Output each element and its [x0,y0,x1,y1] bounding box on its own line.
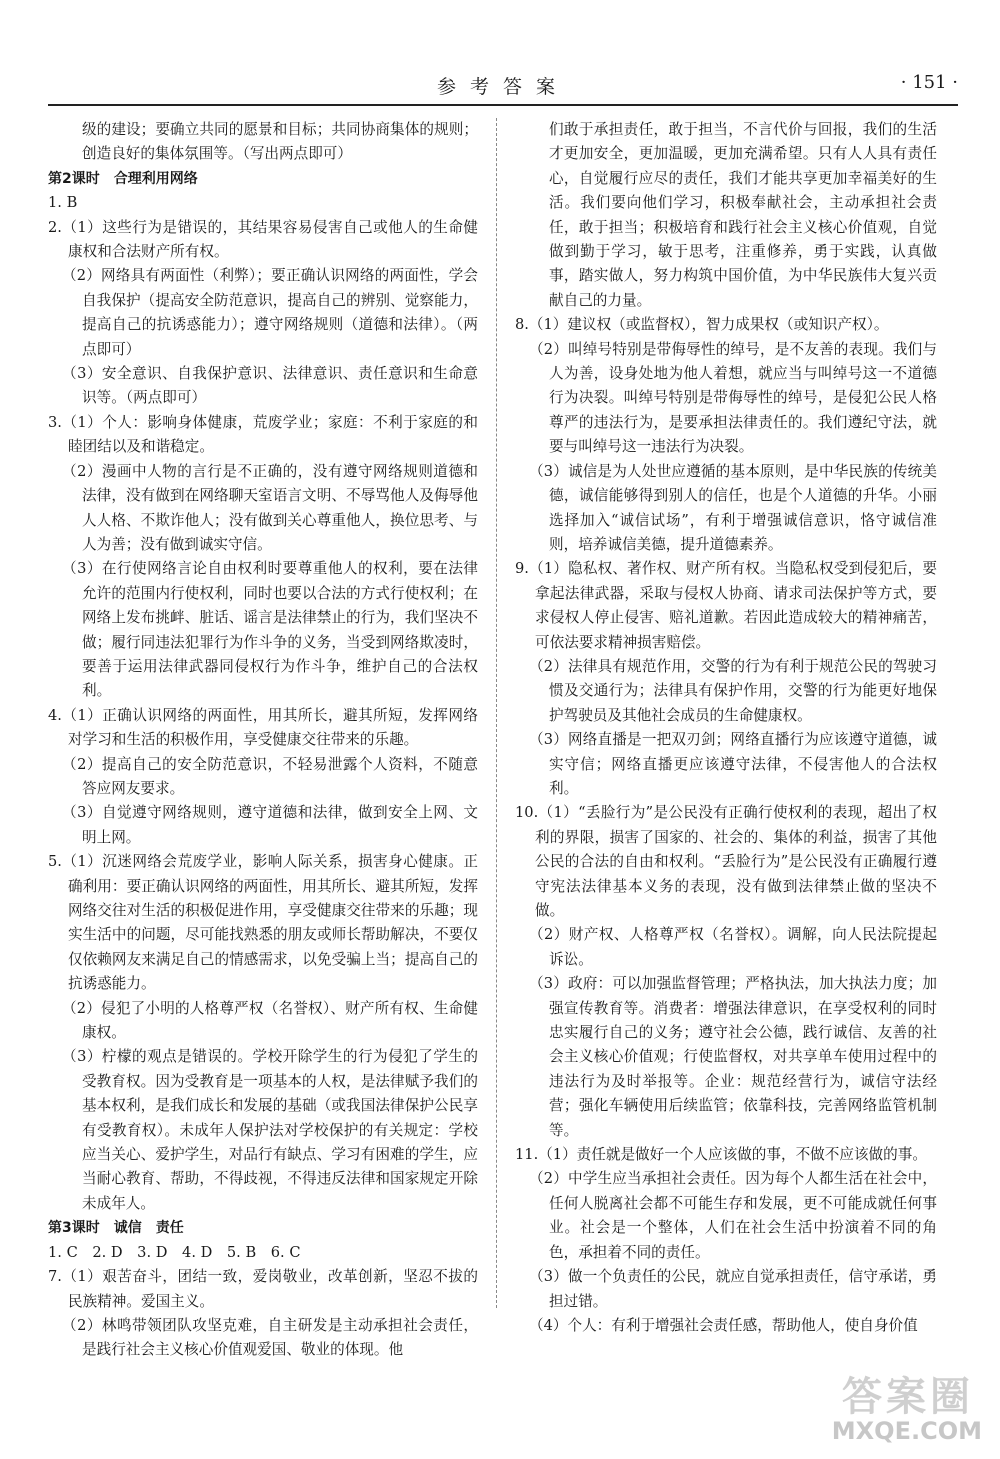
answer-paragraph: （3）网络直播是一把双刃剑；网络直播行为应该遵守道德，诚实守信；网络直播更应该遵守法律，不侵害他人的合法权利。 [529,731,937,797]
answer-paragraph: 4.（1）正确认识网络的两面性，用其所长，避其所短，发挥网络对学习和生活的积极作用，享受健康交往带来的乐趣。 [48,706,478,749]
answer-paragraph: （3）政府：可以加强监督管理；严格执法，加大执法力度；加强宣传教育等。消费者：增强法律意识，在享受权利的同时忠实履行自己的义务；遵守社会公德，践行诚信、友善的社会主义核心价值观；行使监督权，对共享单车使用过程中的违法行为及时举报等。企业：规范经营行为，诚信守法经营；强化车辆使用后续监管；依靠科技，完善网络监管机制等。 [529,975,937,1139]
header-rule [48,104,958,106]
answer-paragraph: （3）安全意识、自我保护意识、法律意识、责任意识和生命意识等。（两点即可） [62,365,478,407]
watermark-logo-text: 答案圈 [842,1374,974,1420]
watermark-logo [752,1365,992,1445]
answer-paragraph: （3）在行使网络言论自由权利时要尊重他人的权利，要在法律允许的范围内行使权利，同时也要以合法的方式行使权利；在网络上发布挑衅、脏话、谣言是法律禁止的行为，我们坚决不做；履行同违法犯罪行为作斗争的义务，当受到网络欺凌时，要善于运用法律武器同侵权行为作斗争，维护自己的合法权利。 [62,560,478,700]
page-title: 参考答案 [436,76,569,98]
answer-paragraph: （3）诚信是为人处世应遵循的基本原则，是中华民族的传统美德，诚信能够得到别人的信任，也是个人道德的升华。小丽选择加入“诚信试场”，有利于增强诚信意识，恪守诚信准则，培养诚信美德，提升道德素养。 [529,462,937,553]
page-header [48,72,958,104]
answer-paragraph: （3）柠檬的观点是错误的。学校开除学生的行为侵犯了学生的受教育权。因为受教育是一项基本的人权，是法律赋予我们的基本权利，是我们成长和发展的基础（或我国法律保护公民享有受教育权）。未成年人保护法对学校保护的有关规定：学校应当关心、爱护学生，对品行有缺点、学习有困难的学生，应当耐心教育、帮助，不得歧视，不得违反法律和国家规定开除未成年人。 [62,1048,478,1212]
answer-paragraph: 2.（1）这些行为是错误的，其结果容易侵害自己或他人的生命健康权和合法财产所有权。 [48,218,478,261]
answer-paragraph: 7.（1）艰苦奋斗，团结一致，爱岗敬业，改革创新，坚忍不拔的民族精神。爱国主义。 [48,1268,478,1310]
answer-paragraph: （2）林鸣带领团队攻坚克难，自主研发是主动承担社会责任，是践行社会主义核心价值观爱国、敬业的体现。他 [62,1316,478,1359]
answer-paragraph: （2）叫绰号特别是带侮辱性的绰号，是不友善的表现。我们与人为善，设身处地为他人着想，就应当与叫绰号这一不道德行为决裂。叫绰号特别是带侮辱性的绰号，是侵犯公民人格尊严的违法行为，是要承担法律责任的。我们遵纪守法，就要与叫绰号这一违法行为决裂。 [529,340,937,456]
answer-paragraph: （2）漫画中人物的言行是不正确的，没有遵守网络规则道德和法律，没有做到在网络聊天室语言文明、不辱骂他人及侮辱他人人格、不欺诈他人；没有做到关心尊重他人，换位思考、与人为善；没有做到诚实守信。 [62,462,478,553]
answer-paragraph: 们敢于承担责任，敢于担当，不言代价与回报，我们的生活才更加安全，更加温暖，更加充满希望。只有人人具有责任心，自觉履行应尽的责任，我们才能共享更加幸福美好的生活。我们要向他们学习，积极奉献社会，主动承担社会责任，敢于担当；积极培育和践行社会主义核心价值观，自觉做到勤于学习，敏于思考，注重修养，勇于实践，认真做事，踏实做人，努力构筑中国价值，为中华民族伟大复兴贡献自己的力量。 [549,121,937,309]
answer-paragraph: 3.（1）个人：影响身体健康，荒废学业；家庭：不利于家庭的和睦团结以及和谐稳定。 [48,413,478,456]
answer-paragraph: （4）个人：有利于增强社会责任感，帮助他人，使自身价值 [529,1316,918,1334]
answer-paragraph: 1. C 2. D 3. D 4. D 5. B 6. C [48,1243,301,1261]
left-column [48,118,478,1363]
column-divider [496,118,497,1308]
answer-paragraph: 1. B [48,194,78,212]
answer-paragraph: （3）做一个负责任的公民，就应自觉承担责任，信守承诺，勇担过错。 [529,1268,937,1310]
section-heading: 第2课时 合理利用网络 [48,170,198,187]
page-number: · 151 · [900,72,958,93]
answer-paragraph: 9.（1）隐私权、著作权、财产所有权。当隐私权受到侵犯后，要拿起法律武器，采取与侵权人协商、请求司法保护等方式，要求侵权人停止侵害、赔礼道歉。若因此造成较大的精神痛苦，可依法要求精神损害赔偿。 [515,560,937,651]
section-heading: 第3课时 诚信 责任 [48,1220,184,1237]
answer-paragraph: （2）法律具有规范作用，交警的行为有利于规范公民的驾驶习惯及交通行为；法律具有保护作用，交警的行为能更好地保护驾驶员及其他社会成员的生命健康权。 [529,657,937,724]
answer-paragraph: 11.（1）责任就是做好一个人应该做的事，不做不应该做的事。 [515,1146,927,1164]
answer-paragraph: 8.（1）建议权（或监督权），智力成果权（或知识产权）。 [515,316,889,334]
answer-paragraph: （2）侵犯了小明的人格尊严权（名誉权）、财产所有权、生命健康权。 [62,999,478,1042]
answer-paragraph: （3）自觉遵守网络规则，遵守道德和法律，做到安全上网、文明上网。 [62,804,478,846]
answer-paragraph: 5.（1）沉迷网络会荒废学业，影响人际关系，损害身心健康。正确利用：要正确认识网络的两面性，用其所长、避其所短，发挥网络交往对生活的积极促进作用，享受健康交往带来的乐趣；现实生活中的问题，尽可能找熟悉的朋友或师长帮助解决，不要仅仅依赖网友来满足自己的情感需求，以免受骗上当；提高自己的抗诱惑能力。 [48,853,478,993]
answer-paragraph: （2）中学生应当承担社会责任。因为每个人都生活在社会中，任何人脱离社会都不可能生存和发展，更不可能成就任何事业。社会是一个整体，人们在社会生活中扮演着不同的角色，承担着不同的责任。 [529,1170,937,1261]
answer-paragraph: 级的建设；要确立共同的愿景和目标；共同协商集体的规则；创造良好的集体氛围等。（写出两点即可） [82,121,478,163]
right-column [515,118,937,1338]
watermark-url: MXQE.COM [831,1417,982,1445]
answer-paragraph: 10.（1）“丢脸行为”是公民没有正确行使权利的表现，超出了权利的界限，损害了国家的、社会的、集体的利益，损害了其他公民的合法的自由和权利。“丢脸行为”是公民没有正确履行遵守宪法法律基本义务的表现，没有做到法律禁止做的坚决不做。 [515,804,937,919]
answer-paragraph: （2）财产权、人格尊严权（名誉权）。调解，向人民法院提起诉讼。 [529,926,937,968]
answer-paragraph: （2）提高自己的安全防范意识，不轻易泄露个人资料，不随意答应网友要求。 [62,755,478,797]
answer-paragraph: （2）网络具有两面性（利弊）；要正确认识网络的两面性，学会自我保护（提高安全防范意识，提高自己的辨别、觉察能力，提高自己的抗诱惑能力）；遵守网络规则（道德和法律）。（两点即可） [62,267,478,358]
